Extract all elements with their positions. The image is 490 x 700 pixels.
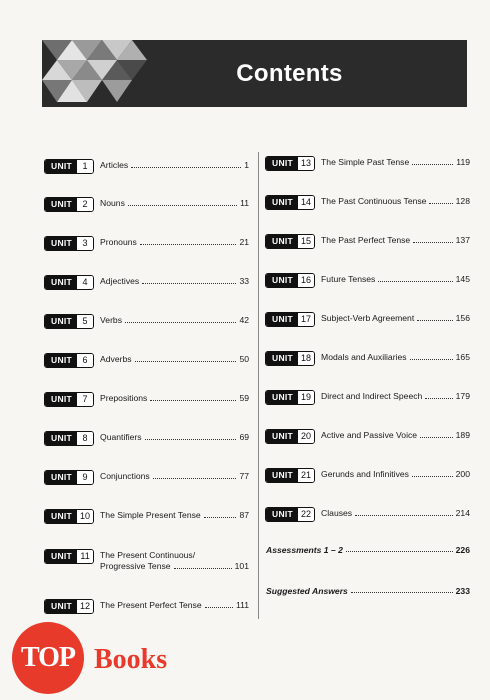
unit-title: Articles: [100, 160, 129, 170]
unit-badge-label: UNIT: [266, 157, 298, 170]
contents-banner: [42, 40, 467, 107]
unit-title: Verbs: [100, 315, 123, 325]
unit-badge-label: UNIT: [266, 196, 298, 209]
toc-entry-unit-21: [265, 469, 470, 483]
unit-page: 59: [239, 393, 249, 403]
dot-leader: [346, 551, 453, 552]
toc-entry-unit-13: [265, 157, 470, 171]
toc-entry-unit-9: [44, 471, 249, 485]
unit-number: 18: [298, 352, 314, 365]
dot-leader: [425, 398, 452, 399]
unit-title: Adjectives: [100, 276, 140, 286]
unit-number: 20: [298, 430, 314, 443]
unit-page: 111: [235, 600, 249, 610]
dot-leader: [351, 592, 453, 593]
toc-entry-unit-1: [44, 160, 249, 174]
dot-leader: [142, 283, 236, 284]
dot-leader: [131, 167, 241, 168]
suggested-answers-entry: [266, 586, 470, 596]
unit-page: 87: [239, 510, 249, 520]
unit-page: 11: [240, 198, 249, 208]
unit-number: 6: [77, 354, 93, 367]
unit-title: Clauses: [321, 508, 353, 518]
unit-page: 21: [239, 237, 249, 247]
dot-leader: [355, 515, 453, 516]
unit-number: 14: [298, 196, 314, 209]
top-circle-logo: TOP: [12, 622, 84, 694]
toc-entry-unit-19: [265, 391, 470, 405]
unit-number: 8: [77, 432, 93, 445]
unit-badge: [44, 431, 94, 446]
toc-entry-unit-10: [44, 510, 249, 524]
unit-number: 2: [77, 198, 93, 211]
unit-page: 189: [455, 430, 470, 440]
unit-title-wrap: [100, 550, 249, 572]
unit-badge-label: UNIT: [266, 469, 298, 482]
unit-number: 12: [77, 600, 93, 613]
unit-title-wrap: [100, 354, 249, 365]
unit-badge: [44, 236, 94, 251]
unit-number: 5: [77, 315, 93, 328]
unit-title: The Simple Past Tense: [321, 157, 410, 167]
toc-entry-unit-20: [265, 430, 470, 444]
toc-entry-unit-3: [44, 237, 249, 251]
unit-page: 165: [455, 352, 470, 362]
unit-badge-label: UNIT: [266, 391, 298, 404]
suggested-answers-page: 233: [455, 586, 470, 596]
unit-title-wrap: [321, 274, 470, 285]
unit-number: 7: [77, 393, 93, 406]
unit-title: The Present Perfect Tense: [100, 600, 202, 610]
triangle-pattern-icon: [42, 40, 152, 107]
dot-leader: [412, 164, 453, 165]
unit-badge: [44, 549, 94, 564]
dot-leader: [413, 242, 452, 243]
unit-badge: [44, 470, 94, 485]
topbooks-watermark: [12, 622, 192, 692]
dot-leader: [140, 244, 237, 245]
unit-number: 21: [298, 469, 314, 482]
toc-entry-unit-18: [265, 352, 470, 366]
toc-entry-unit-6: [44, 354, 249, 368]
toc-entry-unit-17: [265, 313, 470, 327]
unit-page: 101: [234, 561, 249, 571]
unit-badge: [265, 273, 315, 288]
unit-title-wrap: [100, 393, 249, 404]
toc-entry-unit-15: [265, 235, 470, 249]
unit-page: 33: [239, 276, 249, 286]
unit-title-wrap: [321, 235, 470, 246]
assessments-entry: [266, 545, 470, 555]
toc-entry-unit-2: [44, 198, 249, 212]
unit-title-wrap: [321, 196, 470, 207]
unit-title-wrap: [100, 471, 249, 482]
unit-badge-label: UNIT: [266, 508, 298, 521]
unit-page: 77: [239, 471, 249, 481]
unit-title: The Past Continuous Tense: [321, 196, 427, 206]
toc-entry-unit-22: [265, 508, 470, 522]
suggested-answers-title: Suggested Answers: [266, 586, 348, 596]
unit-badge: [265, 468, 315, 483]
unit-title-wrap: [100, 237, 249, 248]
toc-entry-unit-11: [44, 550, 249, 572]
unit-page: 42: [239, 315, 249, 325]
unit-badge-label: UNIT: [266, 235, 298, 248]
unit-badge-label: UNIT: [266, 274, 298, 287]
unit-title-wrap: [100, 276, 249, 287]
dot-leader: [420, 437, 453, 438]
unit-badge: [265, 351, 315, 366]
unit-title: Prepositions: [100, 393, 148, 403]
dot-leader: [410, 359, 453, 360]
unit-title-wrap: [321, 313, 470, 324]
books-logo-word: Books: [94, 644, 168, 675]
unit-title: Nouns: [100, 198, 125, 208]
unit-title-wrap: [100, 315, 249, 326]
dot-leader: [150, 400, 236, 401]
unit-title: Quantifiers: [100, 432, 142, 442]
dot-leader: [429, 203, 452, 204]
unit-badge: [265, 429, 315, 444]
unit-title-wrap: [321, 508, 470, 519]
unit-page: 69: [239, 432, 249, 442]
dot-leader: [135, 361, 237, 362]
unit-page: 156: [455, 313, 470, 323]
unit-title-wrap: [100, 160, 249, 171]
unit-title-wrap: [321, 391, 470, 402]
unit-title-wrap: [100, 432, 249, 443]
unit-title-line: Progressive Tense: [100, 561, 171, 571]
dot-leader: [125, 322, 236, 323]
unit-badge-label: UNIT: [45, 600, 77, 613]
unit-page: 214: [455, 508, 470, 518]
toc-entry-unit-12: [44, 600, 249, 614]
column-divider: [258, 152, 259, 619]
unit-title-wrap: [321, 352, 470, 363]
unit-badge: [265, 156, 315, 171]
unit-number: 4: [77, 276, 93, 289]
dot-leader: [128, 205, 237, 206]
toc-entry-unit-14: [265, 196, 470, 210]
unit-title: Future Tenses: [321, 274, 376, 284]
unit-badge-label: UNIT: [45, 198, 77, 211]
unit-title: Subject-Verb Agreement: [321, 313, 415, 323]
unit-badge-label: UNIT: [266, 313, 298, 326]
unit-number: 9: [77, 471, 93, 484]
unit-page: 128: [455, 196, 470, 206]
unit-badge-label: UNIT: [45, 237, 77, 250]
unit-page: 119: [456, 157, 470, 167]
unit-badge: [44, 392, 94, 407]
dot-leader: [153, 478, 237, 479]
unit-title: Direct and Indirect Speech: [321, 391, 423, 401]
dot-leader: [204, 517, 237, 518]
unit-badge: [44, 599, 94, 614]
unit-title: Gerunds and Infinitives: [321, 469, 409, 479]
dot-leader: [205, 607, 233, 608]
unit-badge: [44, 275, 94, 290]
unit-number: 19: [298, 391, 314, 404]
unit-badge-label: UNIT: [45, 354, 77, 367]
unit-badge: [265, 195, 315, 210]
unit-number: 13: [298, 157, 314, 170]
unit-number: 16: [298, 274, 314, 287]
unit-title-line: The Present Continuous/: [100, 550, 196, 560]
unit-badge: [44, 353, 94, 368]
assessments-page: 226: [455, 545, 470, 555]
unit-number: 17: [298, 313, 314, 326]
unit-title-wrap: [321, 430, 470, 441]
toc-entry-unit-5: [44, 315, 249, 329]
unit-page: 137: [455, 235, 470, 245]
unit-badge: [44, 159, 94, 174]
unit-title: Active and Passive Voice: [321, 430, 418, 440]
unit-title: Pronouns: [100, 237, 137, 247]
dot-leader: [145, 439, 237, 440]
unit-badge: [44, 509, 94, 524]
unit-badge-label: UNIT: [45, 471, 77, 484]
dot-leader: [417, 320, 452, 321]
unit-badge-label: UNIT: [45, 160, 77, 173]
unit-badge: [265, 312, 315, 327]
unit-page: 50: [239, 354, 249, 364]
unit-badge-label: UNIT: [266, 352, 298, 365]
unit-number: 1: [77, 160, 93, 173]
unit-title: Modals and Auxiliaries: [321, 352, 407, 362]
unit-number: 3: [77, 237, 93, 250]
toc-entry-unit-7: [44, 393, 249, 407]
unit-badge: [44, 197, 94, 212]
unit-badge-label: UNIT: [45, 393, 77, 406]
toc-entry-unit-16: [265, 274, 470, 288]
unit-badge-label: UNIT: [45, 276, 77, 289]
page-title: Contents: [236, 59, 343, 87]
unit-badge: [44, 314, 94, 329]
unit-title: The Past Perfect Tense: [321, 235, 411, 245]
unit-badge: [265, 507, 315, 522]
unit-title: Conjunctions: [100, 471, 150, 481]
dot-leader: [412, 476, 453, 477]
unit-page: 200: [455, 469, 470, 479]
unit-title: Adverbs: [100, 354, 132, 364]
unit-number: 10: [77, 510, 93, 523]
unit-badge-label: UNIT: [45, 315, 77, 328]
toc-entry-unit-4: [44, 276, 249, 290]
unit-badge-label: UNIT: [266, 430, 298, 443]
unit-title: The Simple Present Tense: [100, 510, 201, 520]
unit-badge-label: UNIT: [45, 550, 77, 563]
unit-title-wrap: [321, 157, 470, 168]
assessments-title: Assessments 1 – 2: [266, 545, 343, 555]
unit-number: 22: [298, 508, 314, 521]
unit-badge-label: UNIT: [45, 510, 77, 523]
unit-title-wrap: [100, 510, 249, 521]
unit-page: 179: [455, 391, 470, 401]
unit-page: 1: [244, 160, 249, 170]
unit-badge-label: UNIT: [45, 432, 77, 445]
dot-leader: [378, 281, 452, 282]
unit-title-wrap: [100, 198, 249, 209]
toc-entry-unit-8: [44, 432, 249, 446]
unit-badge: [265, 390, 315, 405]
unit-page: 145: [455, 274, 470, 284]
unit-title-wrap: [321, 469, 470, 480]
unit-number: 15: [298, 235, 314, 248]
unit-number: 11: [77, 550, 93, 563]
unit-title-wrap: [100, 600, 249, 611]
dot-leader: [174, 568, 232, 569]
unit-badge: [265, 234, 315, 249]
